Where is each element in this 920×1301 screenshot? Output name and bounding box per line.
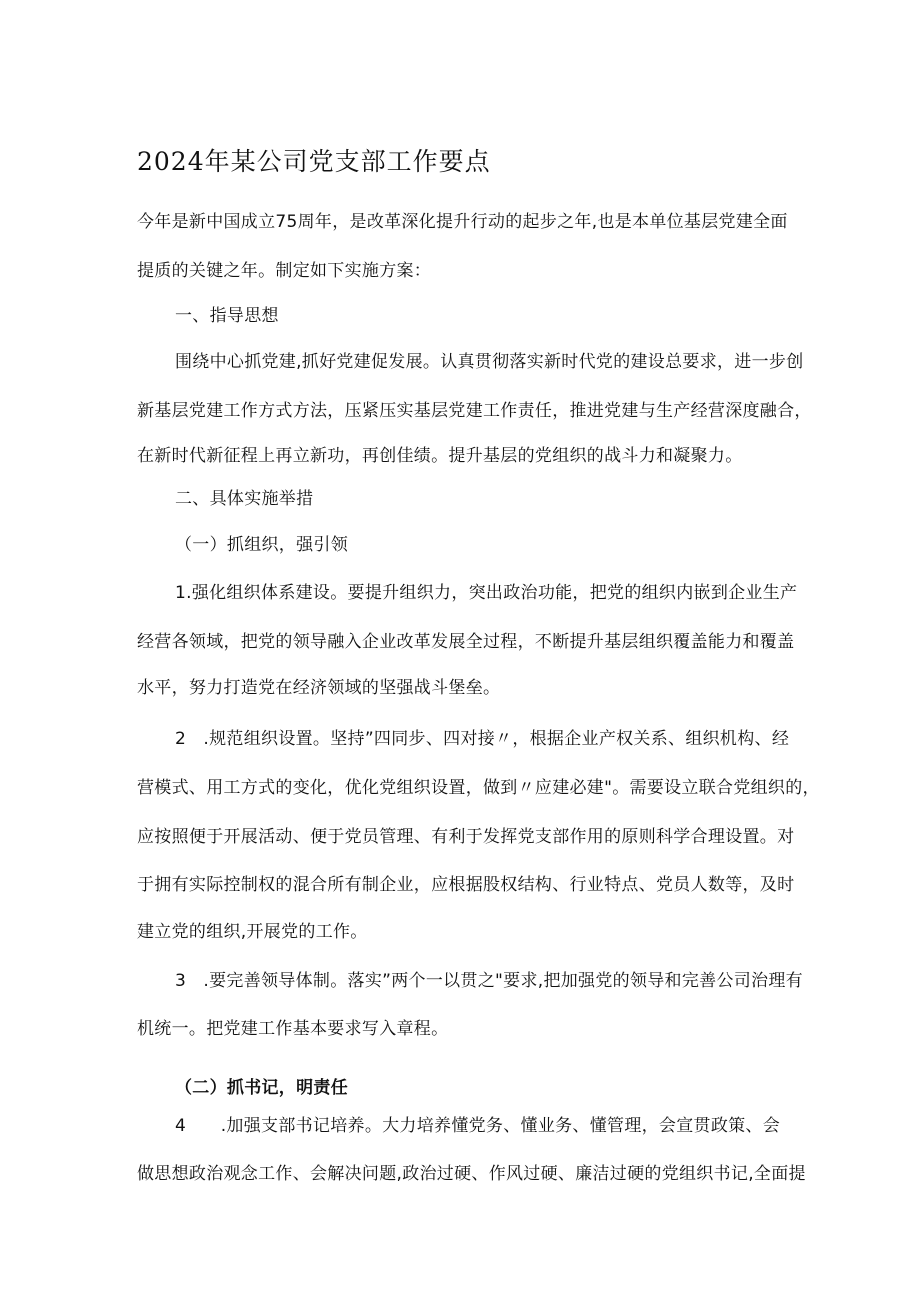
section-heading: 一、指导思想 [175,306,279,326]
paragraph-line: 建立党的组织,开展党的工作。 [137,922,368,942]
paragraph-line: 3 .要完善领导体制。落实”两个一以贯之"要求,把加强党的领导和完善公司治理有 [175,971,803,991]
subsection-heading: （一）抓组织，强引领 [175,535,348,555]
paragraph-line: 应按照便于开展活动、便于党员管理、有利于发挥党支部作用的原则科学合理设置。对 [137,827,795,847]
page-title: 2024年某公司党支部工作要点 [137,147,491,176]
paragraph-line: 新基层党建工作方式方法，压紧压实基层党建工作责任，推进党建与生产经营深度融合， [137,401,812,421]
paragraph-line: 水平，努力打造党在经济领域的坚强战斗堡垒。 [137,678,501,698]
paragraph-line: 2 .规范组织设置。坚持”四同步、四对接〃，根据企业产权关系、组织机构、经 [175,729,790,749]
paragraph-line: 在新时代新征程上再立新功，再创佳绩。提升基层的党组织的战斗力和凝聚力。 [137,446,743,466]
paragraph-line: 1.强化组织体系建设。要提升组织力，突出政治功能，把党的组织内嵌到企业生产 [175,583,798,603]
paragraph-line: 于拥有实际控制权的混合所有制企业，应根据股权结构、行业特点、党员人数等，及时 [137,875,795,895]
paragraph-line: 今年是新中国成立75周年，是改革深化提升行动的起步之年,也是本单位基层党建全面 [137,212,788,232]
section-heading: 二、具体实施举措 [175,489,314,509]
paragraph-line: 提质的关键之年。制定如下实施方案： [137,261,432,281]
paragraph-line: 经营各领域，把党的领导融入企业改革发展全过程，不断提升基层组织覆盖能力和覆盖 [137,632,795,652]
paragraph-line: 做思想政治观念工作、会解决问题,政治过硬、作风过硬、廉洁过硬的党组织书记,全面提 [137,1164,806,1184]
paragraph-line: 营模式、用工方式的变化，优化党组织设置，做到〃应建必建"。需要设立联合党组织的， [137,778,820,798]
paragraph-line: 围绕中心抓党建,抓好党建促发展。认真贯彻落实新时代党的建设总要求，进一步创 [175,352,804,372]
paragraph-line: 4 .加强支部书记培养。大力培养懂党务、懂业务、懂管理，会宣贯政策、会 [175,1116,781,1136]
subsection-heading: （二）抓书记，明责任 [175,1078,348,1098]
paragraph-line: 机统一。把党建工作基本要求写入章程。 [137,1019,449,1039]
